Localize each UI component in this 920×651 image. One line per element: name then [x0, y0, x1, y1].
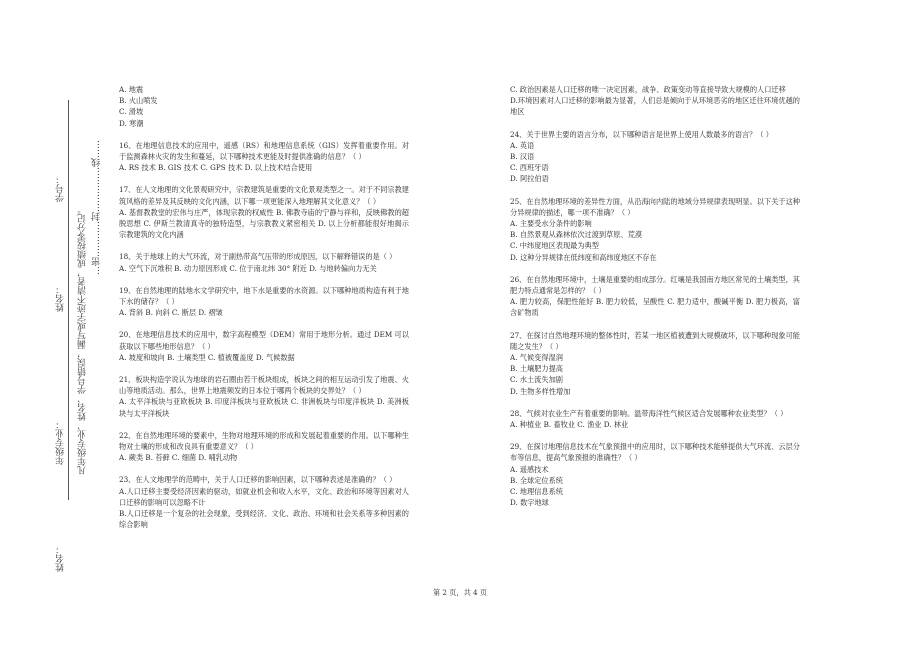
option: B. 土壤肥力提高: [510, 364, 563, 374]
name-label: 姓名：: [56, 285, 66, 312]
question-stem: 16、在地理信息技术的应用中，遥感（RS）和地理信息系统（GIS）发挥着重要作用。对于监测森林火灾的发生和蔓延，以下哪种技术更能及时提供准确的信息？（ ）: [119, 140, 409, 162]
option: B. 火山喷发: [119, 96, 158, 106]
question-stem: 17、在人文地理的文化景观研究中，宗教建筑是重要的文化景观类型之一。对于不同宗教建筑风格的差异及其反映的文化内涵，以下哪一项更能深入地理解其文化意义？（ ）: [119, 185, 409, 206]
question-18: [119, 251, 409, 273]
question-stem: 25、在自然地理环境的差异性方面，从沿海向内陆的地域分异规律表现明显。以下关于这种分异规律的描述，哪一项不准确？（ ）: [510, 196, 800, 217]
question-29: [510, 441, 800, 508]
question-stem: 21、板块构造学说认为地球的岩石圈由若干板块组成，板块之间的相互运动引发了地震、火山等地质活动。那么，世界上地震频发的日本位于哪两个板块的交界处？（ ）: [119, 375, 409, 396]
question-21: [119, 374, 409, 419]
option: A. 肥力较高，保肥性能好 B. 肥力较低，呈酸性 C. 肥力适中，酸碱平衡 D. 肥力极高，富含矿物质: [510, 297, 800, 318]
option: C. 中纬度地区表现最为典型: [510, 241, 599, 251]
option: A. 空气下沉堆积 B. 动力原因形成 C. 位于南北纬 30° 附近 D. 与地转偏向力无关: [119, 263, 377, 273]
option: A. 坡度和坡向 B. 土壤类型 C. 植被覆盖度 D. 气候数据: [119, 352, 295, 362]
question-17: [119, 184, 409, 240]
option: A. 气候变得湿润: [510, 353, 563, 363]
question-19: [119, 285, 409, 319]
option: C. 滑坡: [119, 107, 144, 117]
option: D. 生物多样性增加: [510, 386, 571, 396]
question-23: [119, 474, 409, 530]
option: D. 阿拉伯语: [510, 174, 549, 184]
question-stem: 20、在地理信息技术的应用中，数字高程模型（DEM）常用于地形分析。通过 DEM 可以获取以下哪些地形信息？（ ）: [119, 330, 409, 351]
option: B. 汉语: [510, 152, 535, 162]
option: A. 地震: [119, 85, 144, 94]
option: A.人口迁移主要受经济因素的驱动，如就业机会和收入水平，文化、政治和环境等因素对人口迁移的影响可以忽略不计: [119, 486, 409, 507]
right-column: [510, 84, 800, 520]
binding-notice: 凡年级专业、姓名、学号错误，漏写或字迹不清者，成绩按零分记。: [78, 205, 88, 475]
seal-line-text: …密…………封……………线……: [92, 140, 102, 275]
question-stem: 24、关于世界主要的语言分布，以下哪种语言是世界上使用人数最多的语言？（ ）: [510, 129, 773, 139]
question-22: [119, 430, 409, 464]
question-stem: 22、在自然地理环境的要素中，生物对地理环境的形成和发展起着重要的作用。以下哪种生物对土壤的形成和改良具有重要意义？（ ）: [119, 430, 409, 452]
option: B. 自然景观从森林依次过渡到草原、荒漠: [510, 230, 643, 240]
option: A. RS 技术 B. GIS 技术 C. GPS 技术 D. 以上技术结合使用: [119, 163, 313, 173]
question-26: [510, 274, 800, 319]
question-stem: 19、在自然地理的陆地水文学研究中，地下水是重要的水资源。以下哪种地质构造有利于地下水的储存？（ ）: [119, 285, 409, 307]
option: A. 基督教教堂的宏伟与庄严，体现宗教的权威性 B. 佛教寺庙的宁静与祥和，反映佛教的超脱思想 C. 伊斯兰教清真寺的独特造型，与宗教教义紧密相关 D. 以上分析都能很好地揭示宗教建筑的文化内涵: [119, 207, 409, 240]
option: A. 遥感技术: [510, 464, 549, 474]
question-15-options: [119, 84, 409, 129]
student-id-label: 学号：: [56, 175, 66, 202]
option: D. 寒潮: [119, 118, 144, 128]
question-23-continued: [510, 84, 800, 118]
question-27: [510, 330, 800, 397]
question-28: [510, 408, 800, 430]
question-stem: 18、关于地球上的大气环流，对于副热带高气压带的形成原因，以下解释错误的是（ ）: [119, 252, 397, 262]
question-20: [119, 329, 409, 363]
option: B.人口迁移是一个复杂的社会现象，受到经济、文化、政治、环境和社会关系等多种因素的综合影响: [119, 509, 409, 530]
question-25: [510, 196, 800, 263]
option: B. 全球定位系统: [510, 475, 563, 485]
binding-line-outer: [68, 100, 69, 500]
option: C. 西班牙语: [510, 163, 549, 173]
left-column: [119, 84, 409, 542]
option: D.环境因素对人口迁移的影响最为显著，人们总是倾向于从环境恶劣的地区迁往环境优越的地区: [510, 96, 800, 117]
option: C. 政治因素是人口迁移的唯一决定因素，战争、政策变动等直接导致大规模的人口迁移: [510, 85, 786, 94]
option: A. 种植业 B. 畜牧业 C. 渔业 D. 林业: [510, 420, 629, 430]
option: D. 这种分异规律在低纬度和高纬度地区不存在: [510, 252, 657, 262]
candidate-name-label: 姓名：: [56, 545, 66, 572]
question-stem: 23、在人文地理学的范畴中，关于人口迁移的影响因素，以下哪种表述是准确的？（ ）: [119, 475, 397, 485]
option: A. 背斜 B. 向斜 C. 断层 D. 褶皱: [119, 308, 223, 318]
question-stem: 29、在探讨地理信息技术在气象预报中的应用时，以下哪种技术能够提供大气环流、云层分布等信息，提高气象预报的准确性？（ ）: [510, 442, 800, 463]
option: A. 太平洋板块与亚欧板块 B. 印度洋板块与亚欧板块 C. 非洲板块与印度洋板块 D. 美洲板块与太平洋板块: [119, 397, 409, 418]
question-stem: 26、在自然地理环境中，土壤是重要的组成部分。红壤是我国南方地区常见的土壤类型，其肥力特点通常是怎样的？（ ）: [510, 274, 800, 296]
option: D. 数字地球: [510, 498, 549, 508]
option: A. 主要受水分条件的影响: [510, 219, 592, 229]
question-24: [510, 129, 800, 185]
option: A. 蕨类 B. 苔藓 C. 细菌 D. 哺乳动物: [119, 453, 238, 463]
major-label: 年级专业：: [56, 420, 66, 465]
question-stem: 28、气候对农业生产有着重要的影响。温带海洋性气候区适合发展哪种农业类型？（ ）: [510, 408, 788, 418]
question-stem: 27、在探讨自然地理环境的整体性时，若某一地区植被遭到大规模破坏，以下哪种现象可能随之发生？（ ）: [510, 330, 800, 351]
option: C. 水土流失加剧: [510, 375, 563, 385]
page-number: 第 2 页，共 4 页: [432, 588, 488, 597]
question-16: [119, 140, 409, 174]
option: A. 英语: [510, 140, 535, 150]
option: C. 地理信息系统: [510, 487, 563, 497]
binding-strip: [0, 0, 110, 651]
